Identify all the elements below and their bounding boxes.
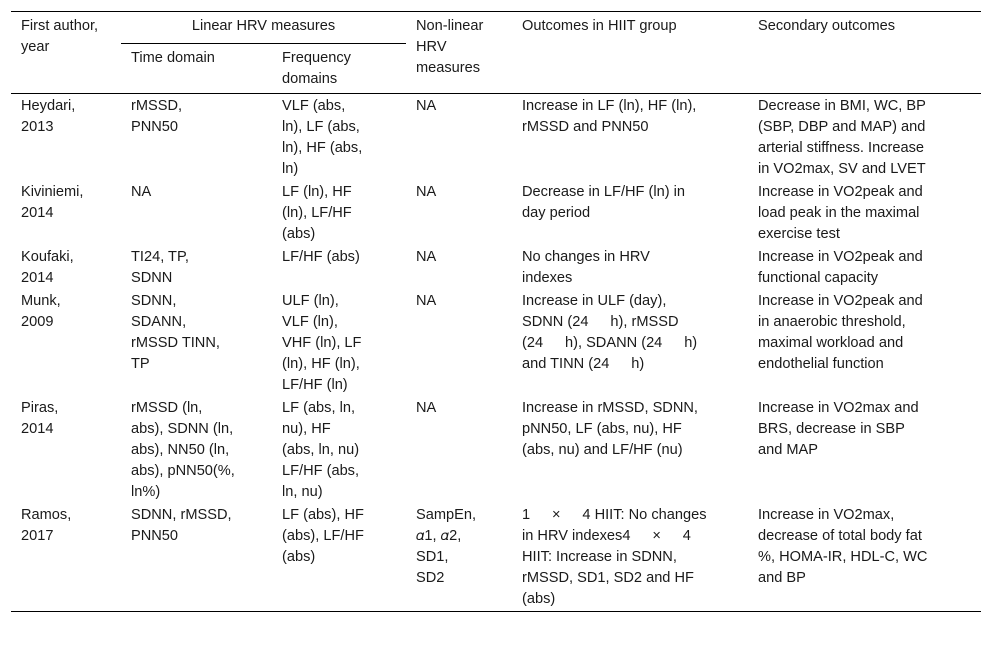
cell-secondary: Increase in VO2peak and in anaerobic threshold, maximal workload and endothelial function (758, 293, 923, 372)
hrv-studies-table-frame (11, 11, 981, 612)
cell-frequency-domains: LF (abs), HF (abs), LF/HF (abs) (275, 503, 406, 612)
cell-author: Kiviniemi, 2014 (21, 184, 84, 221)
header-nonlinear-hrv: Non-linear HRV measures (416, 18, 484, 76)
table-header (11, 12, 981, 94)
cell-outcome: Increase in LF (ln), HF (ln), rMSSD and PNN50 (522, 98, 697, 135)
cell-nonlinear: NA (416, 400, 437, 416)
cell-outcome: 1 × 4 HIIT: No changes in HRV indexes4 × 4 HIIT: Increase in SDNN, rMSSD, SD1, SD2 and HF (abs) (512, 503, 752, 612)
cell-time-domain: rMSSD (ln, abs), SDNN (ln, abs), NN50 (ln, abs), pNN50(%, ln%) (131, 400, 235, 500)
cell-author: Koufaki, 2014 (21, 249, 74, 286)
header-author-year: First author, year (21, 18, 99, 55)
cell-secondary: Increase in VO2max and BRS, decrease in SBP and MAP (758, 400, 919, 458)
cell-nonlinear: NA (416, 293, 437, 309)
cell-time-domain: NA (131, 184, 152, 200)
table-row (11, 396, 981, 503)
cell-author: Munk, 2009 (21, 293, 61, 330)
cell-author: Piras, 2014 (21, 400, 59, 437)
cell-outcome: No changes in HRV indexes (522, 249, 650, 286)
cell-nonlinear: NA (416, 184, 437, 200)
cell-frequency-domains: ULF (ln), VLF (ln), VHF (ln), LF (ln), HF (ln), LF/HF (ln) (282, 293, 362, 393)
cell-secondary: Increase in VO2peak and functional capacity (758, 249, 923, 286)
header-linear-hrv: Linear HRV measures (191, 18, 336, 34)
table-row (11, 245, 981, 289)
table-row (11, 289, 981, 396)
cell-secondary: Increase in VO2max, decrease of total body fat %, HOMA-IR, HDL-C, WC and BP (752, 503, 981, 612)
hrv-studies-table (11, 11, 981, 612)
cell-outcome: Increase in rMSSD, SDNN, pNN50, LF (abs, nu), HF (abs, nu) and LF/HF (nu) (522, 400, 698, 458)
table-row (11, 94, 981, 181)
cell-frequency-domains: VLF (abs, ln), LF (abs, ln), HF (abs, ln) (282, 98, 363, 177)
cell-time-domain: rMSSD, PNN50 (131, 98, 183, 135)
cell-time-domain: SDNN, rMSSD, PNN50 (121, 503, 275, 612)
cell-secondary: Increase in VO2peak and load peak in the maximal exercise test (758, 184, 923, 242)
cell-time-domain: TI24, TP, SDNN (131, 249, 189, 286)
cell-nonlinear: NA (416, 249, 437, 265)
table-body (11, 94, 981, 612)
cell-frequency-domains: LF (ln), HF (ln), LF/HF (abs) (282, 184, 352, 242)
cell-frequency-domains: LF (abs, ln, nu), HF (abs, ln, nu) LF/HF (abs, ln, nu) (282, 400, 360, 500)
table-row (11, 503, 981, 612)
header-secondary-outcomes: Secondary outcomes (758, 18, 896, 34)
cell-secondary: Decrease in BMI, WC, BP (SBP, DBP and MAP) and arterial stiffness. Increase in VO2max, SV and LVET (758, 98, 926, 177)
header-outcomes-hiit: Outcomes in HIIT group (522, 18, 677, 34)
cell-time-domain: SDNN, SDANN, rMSSD TINN, TP (131, 293, 220, 372)
cell-nonlinear: NA (416, 98, 437, 114)
cell-outcome: Increase in ULF (day), SDNN (24 h), rMSSD (24 h), SDANN (24 h) and TINN (24 h) (522, 293, 698, 372)
cell-frequency-domains: LF/HF (abs) (282, 249, 360, 265)
cell-author: Ramos, 2017 (11, 503, 121, 612)
header-frequency-domains: Frequency domains (275, 44, 406, 94)
cell-nonlinear: SampEn, 𝛼1, 𝛼2, SD1, SD2 (406, 503, 512, 612)
cell-author: Heydari, 2013 (21, 98, 76, 135)
header-time-domain: Time domain (121, 44, 275, 94)
cell-outcome: Decrease in LF/HF (ln) in day period (522, 184, 686, 221)
table-row (11, 180, 981, 245)
